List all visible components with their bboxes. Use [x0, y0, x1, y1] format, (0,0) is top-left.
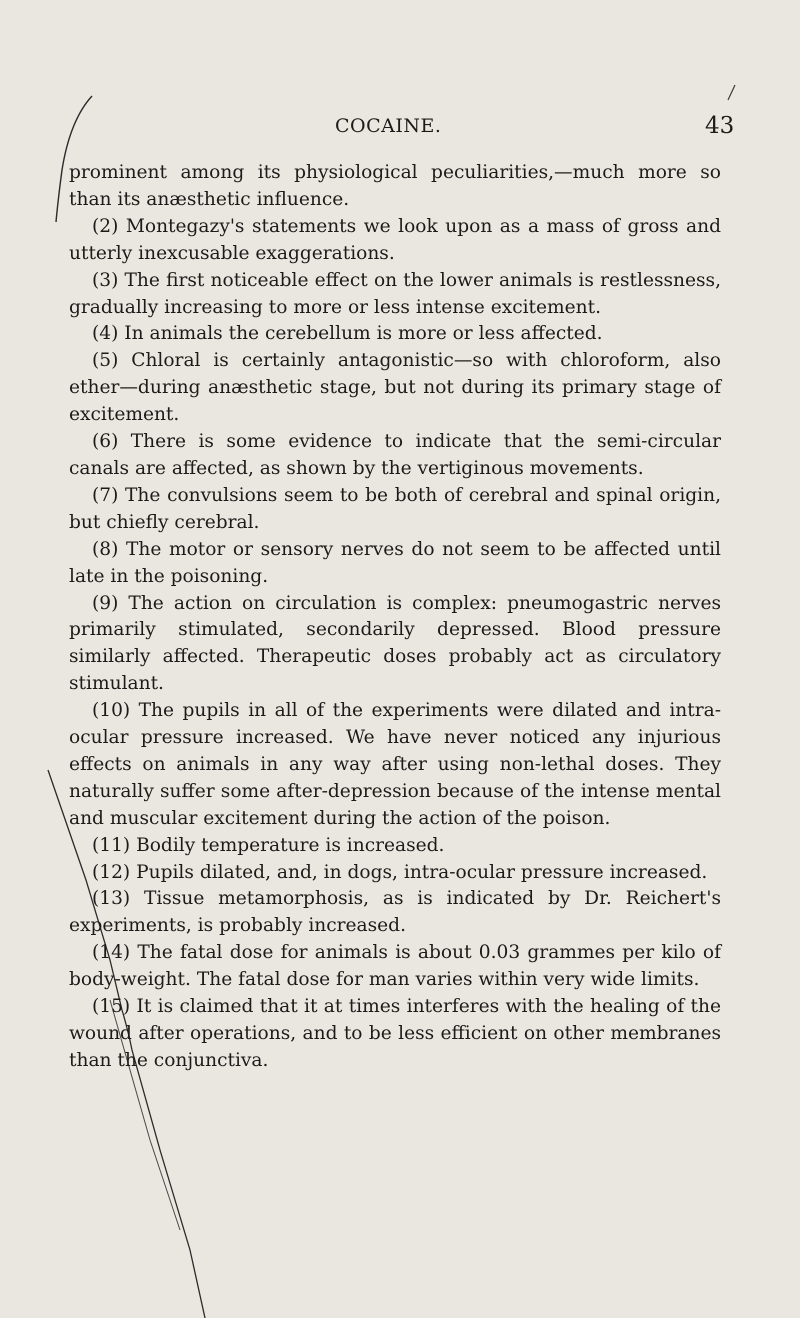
paragraph-5: (5) Chloral is certainly antagonistic—so with chloroform, also ether—during anæsthetic stage, but not during its primary stage of excitement. — [69, 350, 721, 426]
paragraph-15: (15) It is claimed that it at times interferes with the healing of the wound after operations, and to be less efficient on other membranes than the conjunctiva. — [69, 996, 721, 1071]
paragraph-7: (7) The convulsions seem to be both of cerebral and spinal origin, but chiefly cerebral. — [69, 484, 721, 533]
paragraph-9: (9) The action on circulation is complex: pneumogastric nerves primarily stimulated, secondarily depressed. Blood pressure similarly affected. Therapeutic doses probably act as circulatory stimulant. — [69, 592, 721, 695]
paragraph-14: (14) The fatal dose for animals is about 0.03 grammes per kilo of body-weight. The fatal dose for man varies within very wide limits. — [69, 942, 721, 991]
paragraph-13: (13) Tissue metamorphosis, as is indicated by Dr. Reichert's experiments, is probably increased. — [69, 888, 721, 937]
paragraph-continuation: prominent among its physiological peculiarities,—much more so than its anæsthetic influence. — [69, 162, 721, 210]
paragraph-10: (10) The pupils in all of the experiments were dilated and intra-ocular pressure increased. We have never noticed any injurious effects on animals in any way after using non-lethal doses. They naturally suffer some after-depression because of the intense mental and muscular excitement during the action of the poison. — [69, 700, 721, 829]
paragraph-2: (2) Montegazy's statements we look upon as a mass of gross and utterly inexcusable exaggerations. — [69, 215, 721, 264]
running-head: COCAINE. — [335, 115, 442, 137]
page-number: 43 — [705, 113, 735, 139]
pencil-mark-top-right — [728, 85, 735, 100]
paragraph-3: (3) The first noticeable effect on the lower animals is restlessness, gradually increasing to more or less intense excitement. — [69, 269, 721, 318]
paragraph-12: (12) Pupils dilated, and, in dogs, intra-ocular pressure increased. — [92, 861, 708, 883]
page-header — [0, 115, 800, 145]
body-text — [69, 160, 721, 1075]
paragraph-6: (6) There is some evidence to indicate that the semi-circular canals are affected, as shown by the vertiginous movements. — [69, 431, 721, 479]
paragraph-8: (8) The motor or sensory nerves do not seem to be affected until late in the poisoning. — [69, 538, 721, 587]
paragraph-4: (4) In animals the cerebellum is more or less affected. — [92, 323, 603, 345]
paragraph-11: (11) Bodily temperature is increased. — [92, 834, 445, 856]
